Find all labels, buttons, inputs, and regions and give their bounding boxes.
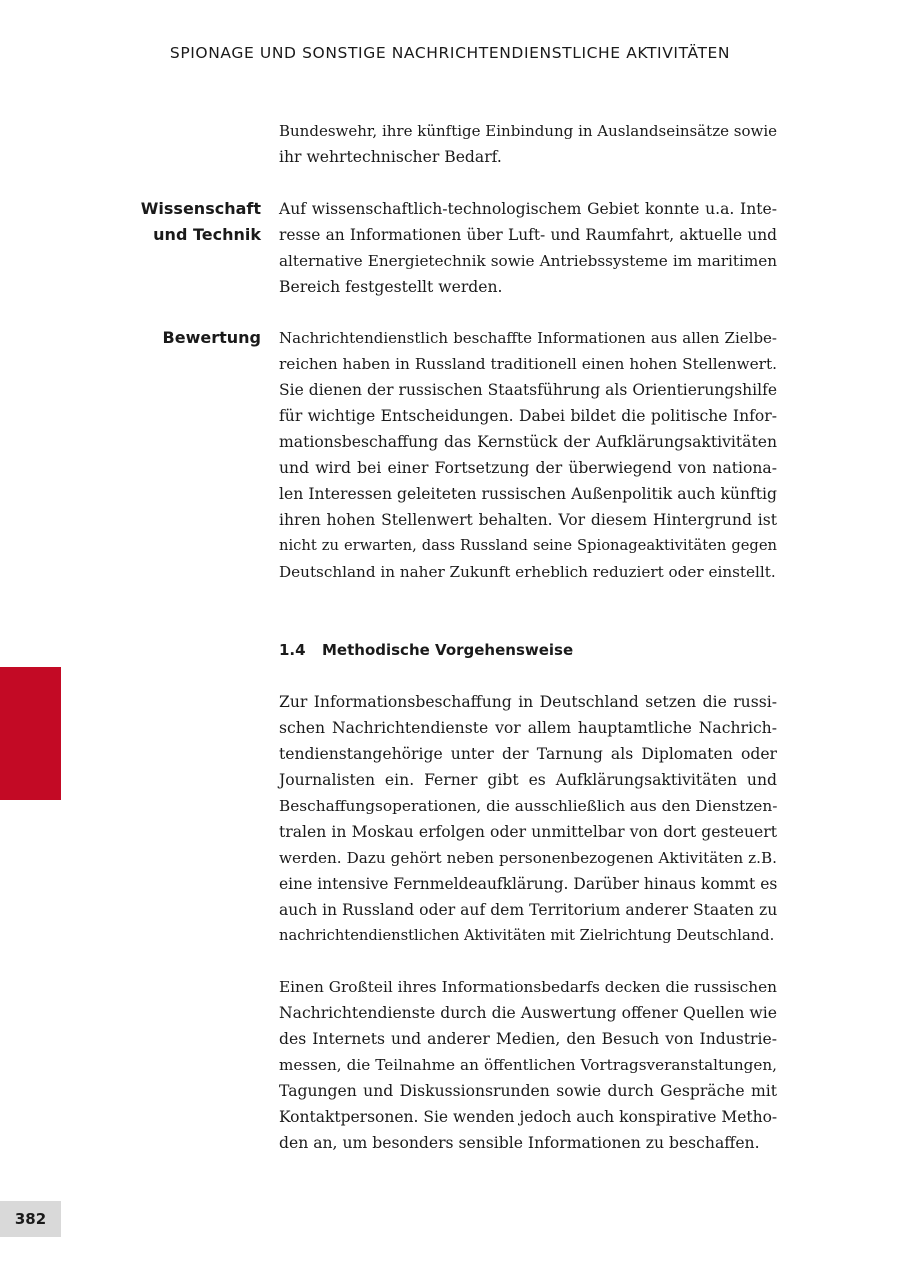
- text-line: mationsbeschaffung das Kernstück der Aufklärungsaktivitäten: [279, 433, 777, 451]
- text-line: Deutschland in naher Zukunft erheblich reduziert oder einstellt.: [279, 563, 776, 581]
- text-line: Journalisten ein. Ferner gibt es Aufklärungsaktivitäten und: [279, 771, 777, 789]
- text-line: eine intensive Fernmeldeaufklärung. Darüber hinaus kommt es: [279, 875, 778, 893]
- text-line: tralen in Moskau erfolgen oder unmittelbar von dort gesteuert: [279, 823, 777, 841]
- text-line: auch in Russland oder auf dem Territorium anderer Staaten zu: [279, 901, 778, 919]
- method-paragraph-1: [279, 689, 777, 949]
- section-heading: [279, 637, 573, 663]
- text-line: für wichtige Entscheidungen. Dabei bildet die politische Infor-: [279, 407, 777, 425]
- section-title: Methodische Vorgehensweise: [322, 641, 574, 659]
- science-paragraph: [279, 196, 777, 300]
- text-line: resse an Informationen über Luft- und Raumfahrt, aktuelle und: [279, 226, 777, 244]
- text-line: Einen Großteil ihres Informationsbedarfs decken die russischen: [279, 978, 777, 996]
- text-line: Sie dienen der russischen Staatsführung als Orientierungshilfe: [279, 381, 777, 399]
- text-line: den an, um besonders sensible Informationen zu beschaffen.: [279, 1134, 760, 1152]
- chapter-marker-tab: [0, 667, 61, 800]
- text-line: Bundeswehr, ihre künftige Einbindung in Auslandseinsätze sowie: [279, 122, 777, 140]
- text-line: reichen haben in Russland traditionell einen hohen Stellenwert.: [279, 355, 777, 373]
- text-line: messen, die Teilnahme an öffentlichen Vortragsveranstaltungen,: [279, 1056, 777, 1074]
- text-line: Kontaktpersonen. Sie wenden jedoch auch konspirative Metho-: [279, 1108, 778, 1126]
- method-paragraph-2: [279, 974, 777, 1156]
- margin-label-assessment: Bewertung: [162, 328, 261, 347]
- text-line: nicht zu erwarten, dass Russland seine Spionageaktivitäten gegen: [279, 537, 777, 554]
- text-line: ihren hohen Stellenwert behalten. Vor diesem Hintergrund ist: [279, 511, 777, 529]
- assessment-paragraph: [279, 325, 777, 585]
- text-line: und wird bei einer Fortsetzung der überwiegend von nationa-: [279, 459, 777, 477]
- section-number: 1.4: [279, 641, 306, 659]
- text-line: werden. Dazu gehört neben personenbezogenen Aktivitäten z.B.: [279, 849, 777, 867]
- text-line: schen Nachrichtendienste vor allem hauptamtliche Nachrich-: [279, 719, 777, 737]
- text-line: tendienstangehörige unter der Tarnung als Diplomaten oder: [279, 745, 777, 763]
- text-line: Zur Informationsbeschaffung in Deutschland setzen die russi-: [279, 693, 777, 711]
- page-number-box: [0, 1201, 61, 1237]
- page-number: 382: [14, 1210, 47, 1228]
- text-line: des Internets und anderer Medien, den Besuch von Industrie-: [279, 1030, 777, 1048]
- text-line: alternative Energietechnik sowie Antriebssysteme im maritimen: [279, 252, 777, 270]
- text-line: Auf wissenschaftlich-technologischem Gebiet konnte u.a. Inte-: [279, 200, 777, 218]
- running-header: SPIONAGE UND SONSTIGE NACHRICHTENDIENSTLICHE AKTIVITÄTEN: [169, 44, 731, 62]
- text-line: len Interessen geleiteten russischen Außenpolitik auch künftig: [279, 485, 777, 503]
- text-line: Nachrichtendienste durch die Auswertung offener Quellen wie: [279, 1004, 777, 1022]
- text-line: nachrichtendienstlichen Aktivitäten mit Zielrichtung Deutschland.: [279, 927, 775, 944]
- text-line: Bereich festgestellt werden.: [279, 278, 503, 296]
- margin-label-science: [141, 196, 261, 248]
- text-line: Nachrichtendienstlich beschaffte Informationen aus allen Zielbe-: [279, 329, 777, 347]
- margin-label-line: und Technik: [153, 225, 261, 244]
- text-line: Tagungen und Diskussionsrunden sowie durch Gespräche mit: [279, 1082, 777, 1100]
- intro-paragraph: [279, 118, 777, 170]
- text-line: Beschaffungsoperationen, die ausschließlich aus den Dienstzen-: [279, 797, 778, 815]
- text-line: ihr wehrtechnischer Bedarf.: [279, 148, 502, 166]
- margin-label-line: Wissenschaft: [140, 199, 261, 218]
